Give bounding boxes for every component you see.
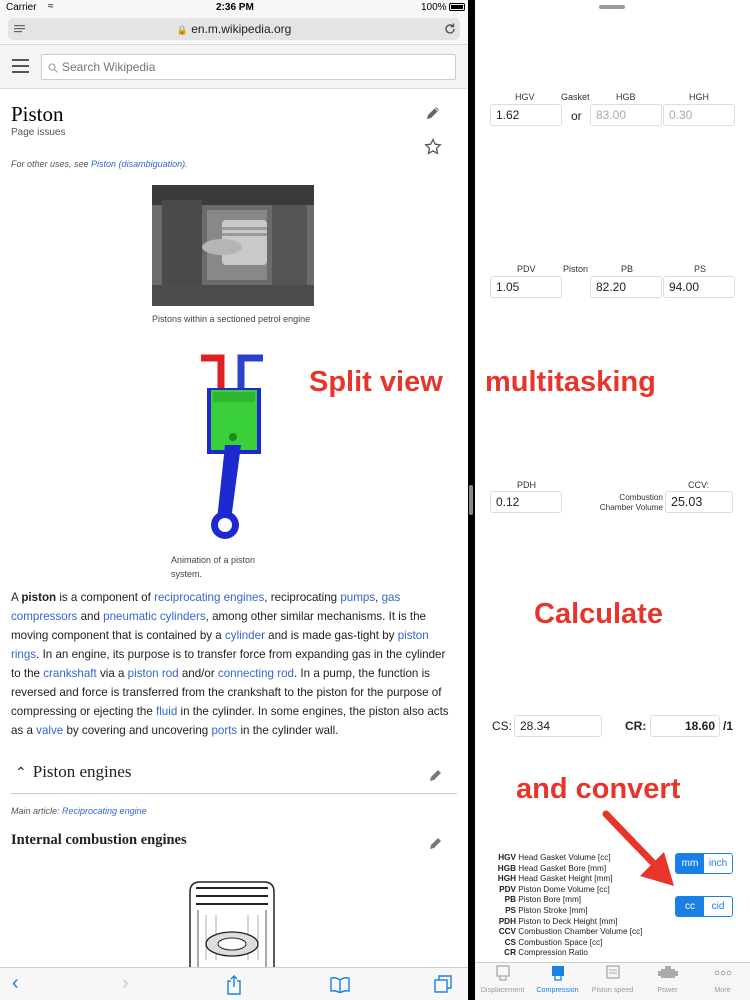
cs-output: 28.34: [514, 715, 602, 737]
article-link[interactable]: pneumatic cylinders: [103, 610, 206, 623]
legend-abbr: PDV: [499, 884, 516, 894]
section-internal-combustion: Internal combustion engines: [11, 832, 187, 848]
tab-piston-speed[interactable]: [585, 965, 640, 994]
forward-icon[interactable]: ›: [122, 972, 129, 994]
piston-animation[interactable]: [193, 350, 273, 545]
tab-more-label: More: [714, 985, 731, 994]
mm-option[interactable]: mm: [676, 854, 704, 873]
animation-caption: Animation of a piston system.: [171, 555, 256, 579]
ccv-label: CCV:: [688, 480, 710, 490]
collapse-chevron-icon[interactable]: ⌃: [15, 764, 27, 780]
article-link[interactable]: cylinder: [224, 629, 265, 642]
tab-power-label: Power: [657, 985, 678, 994]
legend-desc: Piston Bore [mm]: [516, 895, 582, 905]
annotation-split-view: Split view: [309, 366, 443, 398]
tab-compression-label: Compression: [536, 985, 579, 994]
bold-term: piston: [21, 591, 57, 604]
url-field[interactable]: [8, 18, 460, 40]
legend-abbr: CS: [504, 937, 516, 947]
piston-speed-icon: [604, 965, 622, 981]
article-text: A: [11, 591, 22, 604]
split-view-handle[interactable]: [469, 485, 473, 515]
share-icon[interactable]: [226, 975, 242, 995]
article-link[interactable]: gas compressors: [11, 591, 401, 623]
ccv-output: 25.03: [665, 491, 733, 513]
legend-abbr: CCV: [498, 927, 516, 937]
article-text: and/or: [178, 667, 218, 680]
length-unit-toggle[interactable]: [675, 853, 733, 874]
tab-piston-speed-label: Piston speed: [591, 985, 634, 994]
legend-desc: Combustion Space [cc]: [516, 937, 603, 947]
legend-abbr: PB: [504, 895, 516, 905]
browser-address-bar: [0, 15, 468, 45]
legend-desc: Head Gasket Bore [mm]: [516, 863, 607, 873]
hgv-label: HGV: [515, 92, 535, 102]
article-link[interactable]: connecting rod: [217, 667, 294, 680]
pdv-input[interactable]: 1.05: [490, 276, 562, 298]
wiki-header: [0, 45, 468, 89]
tab-compression[interactable]: [530, 965, 585, 994]
section-piston-engines-title: Piston engines: [32, 762, 132, 781]
battery-icon: [449, 3, 465, 11]
article-link[interactable]: crankshaft: [43, 667, 97, 680]
reload-icon[interactable]: [444, 23, 456, 35]
engine-icon: [657, 965, 679, 981]
legend-row: [490, 895, 665, 906]
tab-displacement[interactable]: [475, 965, 530, 994]
hgh-label: HGH: [689, 92, 709, 102]
edit-icon[interactable]: [424, 104, 442, 122]
article-link[interactable]: fluid: [156, 705, 178, 718]
legend-abbr: PDH: [498, 916, 516, 926]
article-text: by covering and uncovering: [63, 724, 212, 737]
article-link[interactable]: pumps: [340, 591, 376, 604]
status-bar: [0, 0, 468, 15]
annotation-convert: and convert: [516, 773, 681, 805]
pb-label: PB: [621, 264, 634, 274]
wifi-icon: ≈: [48, 1, 54, 12]
search-box[interactable]: [41, 54, 456, 80]
article-intro: [11, 588, 457, 740]
legend-row: [490, 927, 665, 938]
article-text: in the cylinder wall.: [237, 724, 339, 737]
article-link[interactable]: ports: [211, 724, 238, 737]
pdv-label: PDV: [517, 264, 536, 274]
edit-subsection-icon[interactable]: [428, 835, 444, 851]
article-link[interactable]: piston rings: [11, 629, 429, 661]
clock: 2:36 PM: [216, 2, 254, 13]
search-input[interactable]: [42, 55, 455, 79]
carrier-label: Carrier: [6, 2, 37, 13]
cid-option[interactable]: cid: [704, 897, 732, 916]
article-text: is a component of: [56, 591, 155, 604]
annotation-arrow-icon: [600, 810, 680, 890]
hatnote-link[interactable]: Piston (disambiguation): [91, 159, 186, 169]
cr-label: CR:: [625, 719, 647, 733]
legend-abbr: PS: [505, 905, 516, 915]
cr-suffix: /1: [723, 719, 734, 733]
tab-power[interactable]: [640, 965, 695, 994]
search-icon: [48, 63, 58, 73]
more-icon: [714, 965, 732, 981]
hgv-input[interactable]: 1.62: [490, 104, 562, 126]
legend-desc: Piston Dome Volume [cc]: [516, 884, 610, 894]
article-text: ,: [375, 591, 382, 604]
inch-option[interactable]: inch: [704, 854, 732, 873]
browser-toolbar: [0, 967, 468, 1000]
star-icon[interactable]: [424, 138, 442, 156]
piston-label: Piston: [563, 264, 589, 274]
article-text: via a: [96, 667, 128, 680]
article-link[interactable]: piston rod: [127, 667, 179, 680]
legend-desc: Head Gasket Height [mm]: [516, 874, 613, 884]
page-title: Piston: [11, 102, 64, 126]
back-icon[interactable]: ‹: [12, 972, 19, 994]
legend-abbr: HGH: [497, 874, 516, 884]
app-grabber[interactable]: [599, 5, 625, 9]
battery-percent: 100%: [421, 2, 447, 13]
legend-row: [490, 938, 665, 949]
main-article-note: [11, 806, 147, 816]
gasket-label: Gasket: [561, 92, 590, 102]
article-text: in the cylinder. In some engines, the piston also acts as a: [11, 705, 449, 737]
legend-desc: Head Gasket Volume [cc]: [516, 853, 611, 862]
annotation-calculate: Calculate: [534, 598, 663, 630]
edit-section-icon[interactable]: [428, 767, 444, 783]
main-article-link[interactable]: Reciprocating engine: [62, 806, 147, 816]
url-text: en.m.wikipedia.org: [191, 22, 292, 36]
compression-icon: [549, 965, 567, 981]
lock-icon: 🔒: [176, 25, 188, 35]
section-piston-engines[interactable]: [11, 762, 457, 794]
hatnote-suffix: .: [185, 159, 188, 169]
page-issues-link[interactable]: Page issues: [11, 127, 66, 138]
app-tab-bar: [475, 962, 750, 1000]
hgb-input[interactable]: 83.00: [590, 104, 662, 126]
engine-photo[interactable]: [152, 185, 314, 306]
volume-unit-toggle[interactable]: [675, 896, 733, 917]
legend-row: [490, 917, 665, 928]
annotation-multitasking: multitasking: [485, 366, 656, 398]
article-link[interactable]: reciprocating engines: [154, 591, 265, 604]
pdh-label: PDH: [517, 480, 537, 490]
article-text: and: [77, 610, 104, 623]
legend-desc: Piston to Deck Height [mm]: [516, 916, 618, 926]
cs-label: CS:: [492, 719, 513, 733]
pdh-input[interactable]: 0.12: [490, 491, 562, 513]
bookmarks-icon[interactable]: [330, 977, 350, 993]
tab-more[interactable]: [695, 965, 750, 994]
legend-abbr: HGB: [497, 863, 516, 873]
menu-icon[interactable]: [12, 59, 29, 73]
piston-drawing[interactable]: [186, 880, 278, 967]
or-label: or: [571, 109, 582, 123]
main-article-prefix: Main article:: [11, 806, 63, 816]
displacement-icon: [494, 965, 512, 981]
pb-input[interactable]: 82.20: [590, 276, 662, 298]
cc-option[interactable]: cc: [676, 897, 704, 916]
hgh-input[interactable]: 0.30: [663, 104, 735, 126]
tab-displacement-label: Displacement: [480, 985, 525, 994]
legend-row: [490, 906, 665, 917]
tabs-icon[interactable]: [434, 975, 454, 993]
ps-input[interactable]: 94.00: [663, 276, 735, 298]
article-text: , reciprocating: [264, 591, 341, 604]
cr-output: 18.60: [650, 715, 720, 737]
legend-desc: Combustion Chamber Volume [cc]: [516, 927, 643, 937]
article-text: , among other similar mechanisms. It is the moving component that is contained by a: [11, 610, 426, 642]
hatnote: [11, 159, 188, 169]
hgb-label: HGB: [616, 92, 636, 102]
article-text: and is made gas-tight by: [264, 629, 398, 642]
article-text: . In an engine, its purpose is to transfer force from expanding gas in the cylinder to the: [11, 648, 446, 680]
legend-abbr: CR: [504, 948, 516, 958]
photo-caption: Pistons within a sectioned petrol engine: [152, 314, 311, 324]
hatnote-prefix: For other uses, see: [11, 159, 92, 169]
article-text: . In a pump, the function is reversed and force is transferred from the crankshaft to the piston for the purpose of compressing or ejecting the: [11, 667, 442, 718]
legend-desc: Piston Stroke [mm]: [516, 905, 588, 915]
ccv-description: Combustion Chamber Volume: [599, 493, 663, 512]
article-link[interactable]: valve: [36, 724, 64, 737]
legend-abbr: HGV: [498, 853, 516, 862]
ps-label: PS: [694, 264, 707, 274]
legend-row: [490, 948, 665, 959]
legend-desc: Compression Ratio: [516, 948, 588, 958]
